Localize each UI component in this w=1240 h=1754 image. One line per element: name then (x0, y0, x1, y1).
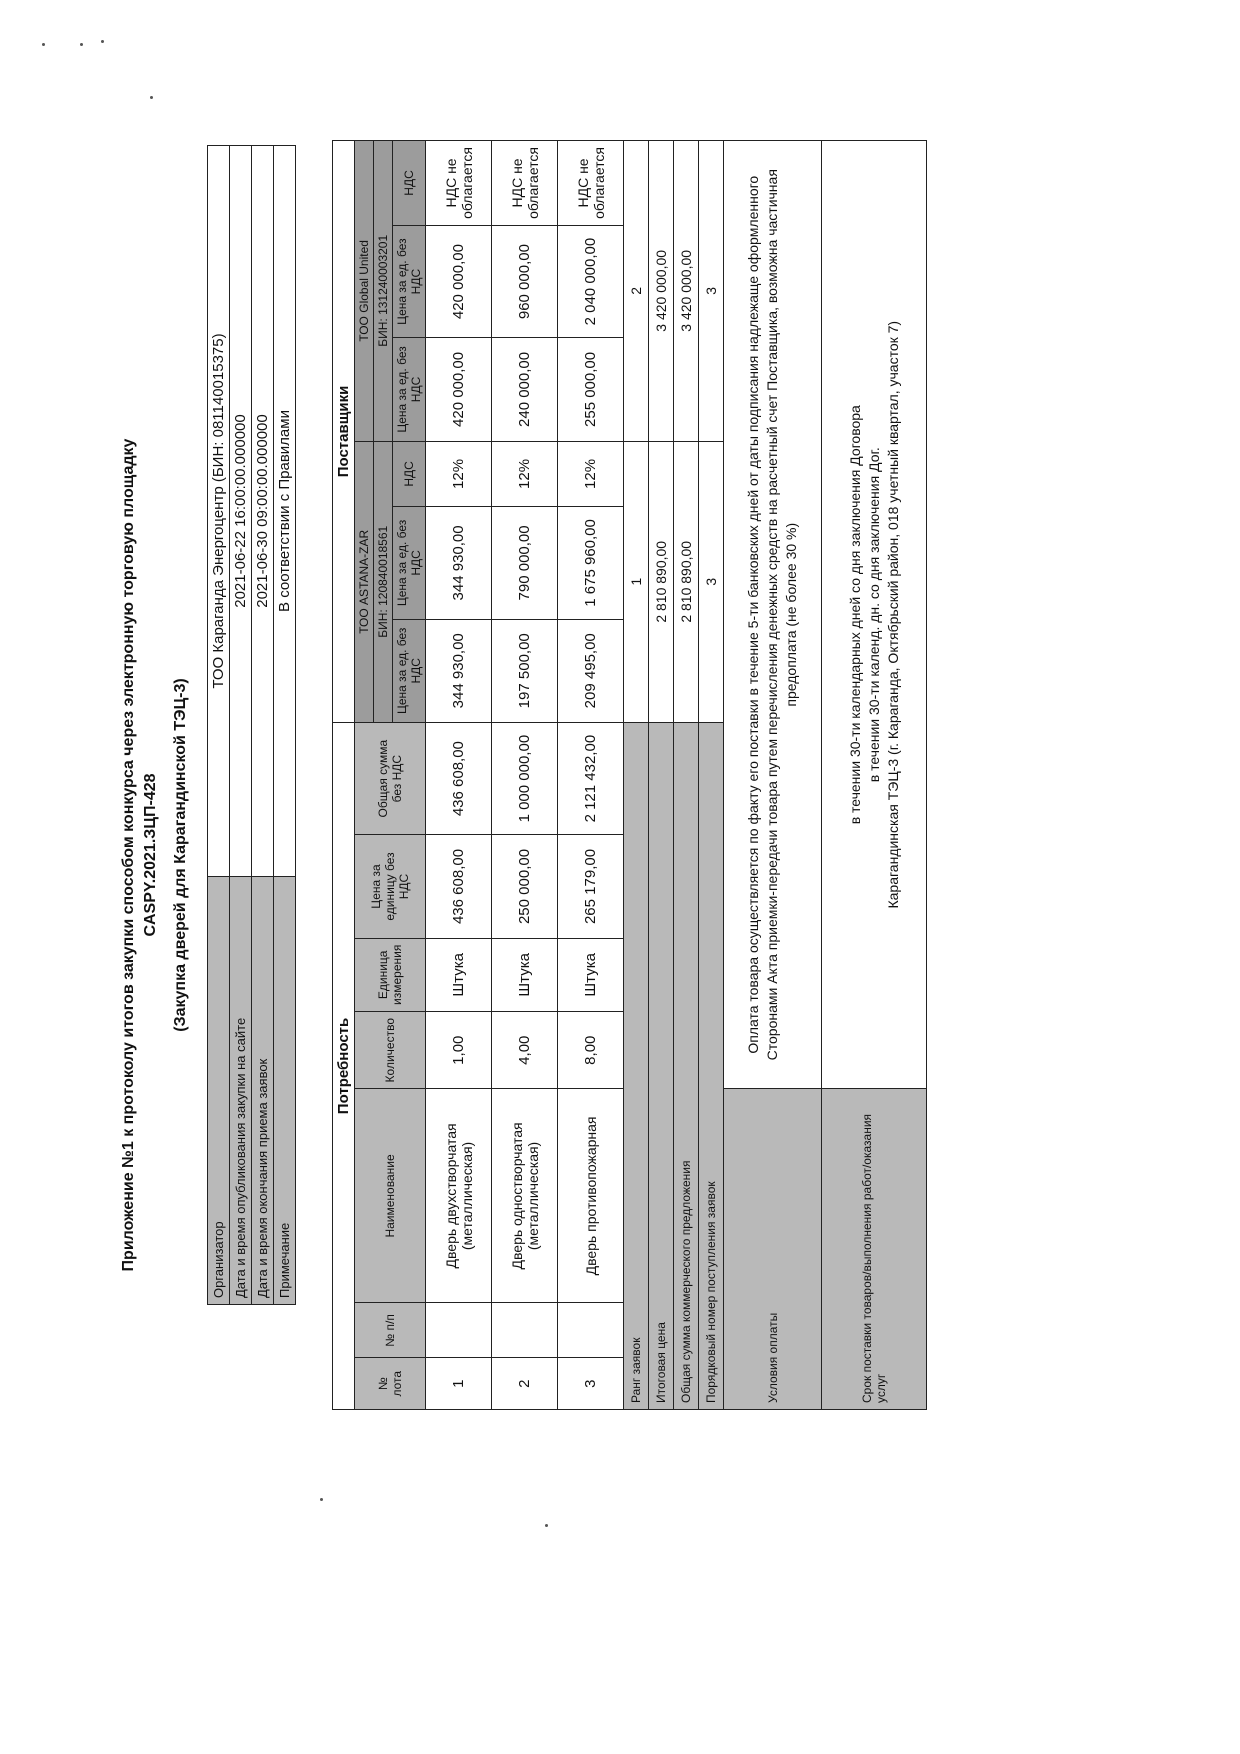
pp-cell (426, 1303, 492, 1358)
s1-vat-cell: 12% (558, 441, 624, 507)
s1-sum-cell: 790 000,00 (492, 507, 558, 619)
delivery-line: Карагандинская ТЭЦ-3 (г. Караганда, Октябрьский район, 018 учетный квартал, участок 7) (884, 320, 901, 909)
supplier1-bin: БИН: 120840018561 (374, 441, 393, 722)
col-qty: Количество (355, 1011, 426, 1088)
scan-speck (545, 1524, 548, 1527)
price-cell: 436 608,00 (426, 835, 492, 938)
col-total: Общая сумма без НДС (355, 722, 426, 834)
lot-cell: 3 (558, 1358, 624, 1410)
group-suppliers: Поставщики (333, 141, 355, 723)
delivery-row (822, 141, 927, 1410)
payment-row (724, 141, 822, 1410)
qty-cell: 4,00 (492, 1011, 558, 1088)
s2-vat-cell: НДС не облагается (426, 141, 492, 226)
pp-cell (558, 1303, 624, 1358)
price-cell: 265 179,00 (558, 835, 624, 938)
name-cell: Дверь противопожарная (558, 1089, 624, 1303)
scan-speck (42, 43, 45, 46)
doc-title-line2: CASPY.2021.ЗЦП-428 (142, 773, 159, 937)
summary-label: Ранг заявок (624, 722, 649, 1409)
s2-vat-cell: НДС не облагается (492, 141, 558, 226)
s1-vat-cell: 12% (492, 441, 558, 507)
summary-label: Порядковый номер поступления заявок (699, 722, 724, 1409)
summary-s2: 3 420 000,00 (674, 141, 699, 442)
summary-s1: 3 (699, 441, 724, 722)
s2-price-cell: 255 000,00 (558, 338, 624, 441)
info-value: 2021-06-22 16:00:00.000000 (230, 146, 252, 877)
s2-price-cell: 240 000,00 (492, 338, 558, 441)
s2-price-cell: 420 000,00 (426, 338, 492, 441)
s1-sum-cell: 344 930,00 (426, 507, 492, 619)
info-value: 2021-06-30 09:00:00.000000 (252, 146, 274, 877)
summary-row (624, 141, 649, 1410)
col-lot: № лота (355, 1358, 426, 1410)
scan-speck (150, 96, 153, 99)
delivery-text (822, 141, 927, 1089)
summary-row (699, 141, 724, 1410)
supplier2-col: НДС (393, 141, 426, 226)
table-row (492, 141, 558, 1410)
s1-sum-cell: 1 675 960,00 (558, 507, 624, 619)
summary-s2: 3 (699, 141, 724, 442)
summary-row (649, 141, 674, 1410)
info-value: В соответствии с Правилами (274, 146, 296, 877)
unit-cell: Штука (492, 938, 558, 1011)
delivery-line: в течении 30-ти календ. дн. со дня заключения Дог. (865, 447, 882, 783)
total-cell: 436 608,00 (426, 722, 492, 834)
summary-s1: 1 (624, 441, 649, 722)
summary-label: Общая сумма коммерческого предложения (674, 722, 699, 1409)
s2-sum-cell: 420 000,00 (426, 225, 492, 337)
unit-cell: Штука (558, 938, 624, 1011)
name-cell: Дверь двухстворчатая (металлическая) (426, 1089, 492, 1303)
col-unit: Единица измерения (355, 938, 426, 1011)
scan-speck (320, 1498, 323, 1501)
delivery-label: Срок поставки товаров/выполнения работ/оказания услуг (822, 1089, 927, 1410)
summary-s2: 2 (624, 141, 649, 442)
table-row (558, 141, 624, 1410)
supplier2-col: Цена за ед. без НДС (393, 225, 426, 337)
qty-cell: 8,00 (558, 1011, 624, 1088)
supplier1-col: Цена за ед. без НДС (393, 619, 426, 722)
doc-title-line3: (Закупка дверей для Карагандинской ТЭЦ-3) (172, 678, 189, 1032)
doc-title-line1: Приложение №1 к протоколу итогов закупки способом конкурса через электронную торговую площадку (120, 438, 137, 1272)
payment-label: Условия оплаты (724, 1089, 822, 1410)
col-price: Цена за единицу без НДС (355, 835, 426, 938)
delivery-line: в течении 30-ти календарных дней со дня заключения Договора (846, 405, 863, 825)
summary-s1: 2 810 890,00 (649, 441, 674, 722)
unit-cell: Штука (426, 938, 492, 1011)
main-table (332, 140, 927, 1410)
qty-cell: 1,00 (426, 1011, 492, 1088)
s1-price-cell: 209 495,00 (558, 619, 624, 722)
supplier2-name: ТОО Global United (355, 141, 374, 442)
scan-speck (101, 40, 104, 43)
supplier2-col: Цена за ед. без НДС (393, 338, 426, 441)
total-cell: 1 000 000,00 (492, 722, 558, 834)
lot-cell: 2 (492, 1358, 558, 1410)
total-cell: 2 121 432,00 (558, 722, 624, 834)
s1-price-cell: 344 930,00 (426, 619, 492, 722)
summary-s1: 2 810 890,00 (674, 441, 699, 722)
info-label: Дата и время окончания приема заявок (252, 877, 274, 1305)
payment-text: Оплата товара осуществляется по факту его поставки в течение 5-ти банковских дней от даты подписания надлежаще оформленного Сторонами Акта приемки-передачи товара путем перечисления денежных средств на расчетный счет Поставщика, возможна частичная предоплата (не более 30 %) (724, 141, 822, 1089)
summary-s2: 3 420 000,00 (649, 141, 674, 442)
col-pp: № п/п (355, 1303, 426, 1358)
lot-cell: 1 (426, 1358, 492, 1410)
name-cell: Дверь одностворчатая (металлическая) (492, 1089, 558, 1303)
supplier1-name: ТОО ASTANA-ZAR (355, 441, 374, 722)
info-value: ТОО Караганда Энергоцентр (БИН: 081140015375) (208, 146, 230, 877)
summary-row (674, 141, 699, 1410)
supplier1-col: НДС (393, 441, 426, 507)
table-row (426, 141, 492, 1410)
col-name: Наименование (355, 1089, 426, 1303)
info-label: Организатор (208, 877, 230, 1305)
pp-cell (492, 1303, 558, 1358)
info-table (207, 145, 296, 1305)
rotated-document (114, 105, 1144, 1605)
s2-sum-cell: 2 040 000,00 (558, 225, 624, 337)
scan-speck (80, 43, 83, 46)
info-label: Дата и время опубликования закупки на сайте (230, 877, 252, 1305)
s1-vat-cell: 12% (426, 441, 492, 507)
s2-sum-cell: 960 000,00 (492, 225, 558, 337)
s2-vat-cell: НДС не облагается (558, 141, 624, 226)
supplier1-col: Цена за ед. без НДС (393, 507, 426, 619)
summary-label: Итоговая цена (649, 722, 674, 1409)
price-cell: 250 000,00 (492, 835, 558, 938)
info-label: Примечание (274, 877, 296, 1305)
supplier2-bin: БИН: 131240003201 (374, 141, 393, 442)
group-need: Потребность (333, 722, 355, 1409)
s1-price-cell: 197 500,00 (492, 619, 558, 722)
